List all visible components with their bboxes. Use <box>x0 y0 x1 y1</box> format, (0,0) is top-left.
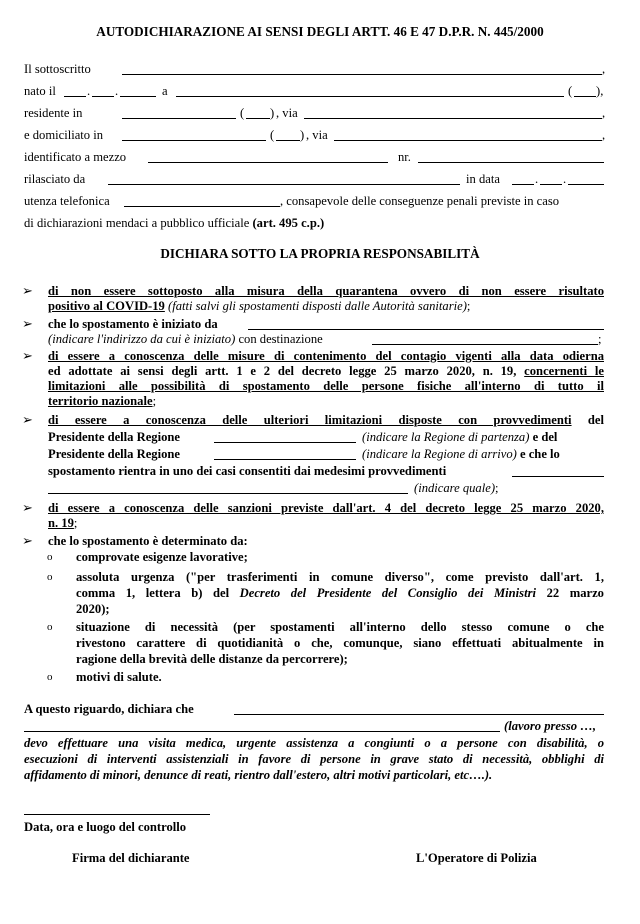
dichiara-heading: DICHIARA SOTTO LA PROPRIA RESPONSABILITÀ <box>160 246 480 261</box>
arrow-bullet-icon: ➢ <box>22 412 33 427</box>
quarantena-line-2: positivo al COVID-19 <box>48 299 165 313</box>
riguardo-text-2: esecuzioni di interventi assistenziali in favore di persone in grave stato di necessità, obblighi di <box>24 752 604 766</box>
domiciliato-label: e domiciliato in <box>24 128 104 142</box>
misure-line-4: territorio nazionale <box>48 394 153 408</box>
riguardo-field-2[interactable] <box>24 731 500 732</box>
reason-necessita-line-2: rivestono carattere di quotidianità o che, comunque, siano effettuati abitualmente in <box>76 636 604 650</box>
indirizzo-partenza-field[interactable] <box>248 329 604 330</box>
circle-bullet-icon: o <box>47 571 53 583</box>
regione-arrivo-note: (indicare la Regione di arrivo) <box>362 447 517 461</box>
indirizzo-note: (indicare l'indirizzo da cui è iniziato) <box>48 332 236 346</box>
reason-urgenza-line-2b: 22 marzo <box>546 586 604 600</box>
art495-text: (art. 495 c.p.) <box>252 216 325 230</box>
reason-salute: motivi di salute. <box>76 670 162 684</box>
sanzioni-line-2: n. 19 <box>48 516 74 530</box>
data-controllo-label: Data, ora e luogo del controllo <box>24 820 187 834</box>
domiciliato-provincia-field[interactable] <box>276 140 300 141</box>
reason-urgenza-line-3: 2020); <box>76 602 110 616</box>
sanzioni-line-1: di essere a conoscenza delle sanzioni previste dall'art. 4 del decreto legge 25 marzo 2020, <box>48 501 604 515</box>
identificato-label: identificato a mezzo <box>24 150 127 164</box>
consapevole-text: , consapevole delle conseguenze penali previste in caso <box>280 194 560 208</box>
reason-urgenza-line-1: assoluta urgenza ("per trasferimenti in comune diverso", come previsto dall'art. 1, <box>76 570 604 584</box>
riguardo-field[interactable] <box>234 714 604 715</box>
in-data-label: in data <box>466 172 500 186</box>
data-rilascio-day-field[interactable] <box>512 184 534 185</box>
destinazione-label: con destinazione <box>238 332 323 346</box>
residente-via-label: , via <box>276 106 298 120</box>
luogo-nascita-field[interactable] <box>176 96 564 97</box>
regione-arrivo-field[interactable] <box>214 459 356 460</box>
spostamento-iniziato-label: che lo spostamento è iniziato da <box>48 317 218 331</box>
dichiarazioni-text: di dichiarazioni mendaci a pubblico ufficiale <box>24 216 250 230</box>
arrow-bullet-icon: ➢ <box>22 283 33 298</box>
residente-via-field[interactable] <box>304 118 602 119</box>
misure-line-2a: ed adottate ai sensi degli artt. 1 e 2 del decreto legge 25 marzo 2020, n. 19, <box>48 364 517 378</box>
nato-year-field[interactable] <box>120 96 156 97</box>
regione-partenza-field[interactable] <box>214 442 356 443</box>
data-controllo-field[interactable] <box>24 814 210 815</box>
lavoro-note: (lavoro presso …, <box>504 719 596 733</box>
documento-field[interactable] <box>148 162 388 163</box>
provincia-nascita-field[interactable] <box>574 96 596 97</box>
e-del-text: e del <box>532 430 558 444</box>
domiciliato-via-field[interactable] <box>334 140 602 141</box>
reason-necessita-line-3: ragione della brevità delle distanze da percorrere); <box>76 652 348 666</box>
riguardo-text-3: affidamento di minori, denunce di reati, rientro dall'estero, altri motivi particolari, etc….). <box>24 768 493 782</box>
reason-urgenza-line-2a: comma 1, lettera b) del <box>76 586 230 600</box>
domiciliato-field[interactable] <box>122 140 266 141</box>
circle-bullet-icon: o <box>47 621 53 633</box>
utenza-label: utenza telefonica <box>24 194 110 208</box>
rilasciato-field[interactable] <box>108 184 460 185</box>
regione-partenza-note: (indicare la Regione di partenza) <box>362 430 530 444</box>
e-che-lo-text: e che lo <box>519 447 560 461</box>
nato-month-field[interactable] <box>92 96 114 97</box>
data-rilascio-month-field[interactable] <box>540 184 562 185</box>
quarantena-line-1: di non essere sottoposto alla misura della quarantena ovvero di non essere risultato <box>48 284 604 298</box>
reason-lavorative: comprovate esigenze lavorative; <box>76 550 248 564</box>
casi-consentiti-text: spostamento rientra in uno dei casi consentiti dai medesimi provvedimenti <box>48 464 447 478</box>
sottoscritto-label: Il sottoscritto <box>24 62 91 76</box>
numero-documento-field[interactable] <box>418 162 604 163</box>
arrow-bullet-icon: ➢ <box>22 348 33 363</box>
rilasciato-label: rilasciato da <box>24 172 86 186</box>
arrow-bullet-icon: ➢ <box>22 500 33 515</box>
utenza-field[interactable] <box>124 206 280 207</box>
nato-day-field[interactable] <box>64 96 86 97</box>
ulteriori-line-1: di essere a conoscenza delle ulteriori limitazioni disposte con provvedimenti <box>48 413 572 427</box>
misure-line-2b: concernenti le <box>524 364 604 378</box>
residente-label: residente in <box>24 106 83 120</box>
misure-line-3: limitazioni alle possibilità di spostamento delle persone fisiche all'interno di tutto il <box>48 379 604 393</box>
circle-bullet-icon: o <box>47 551 53 563</box>
provvedimento-field-2[interactable] <box>48 493 408 494</box>
data-rilascio-year-field[interactable] <box>568 184 604 185</box>
presidente-regione-label-2: Presidente della Regione <box>48 447 180 461</box>
nato-a-label: a <box>162 84 168 98</box>
destinazione-field[interactable] <box>372 344 598 345</box>
nato-label: nato il <box>24 84 56 98</box>
riguardo-text-1: devo effettuare una visita medica, urgente assistenza a congiunti o a persone con disabilità, o <box>24 736 604 750</box>
misure-line-1: di essere a conoscenza delle misure di contenimento del contagio vigenti alla data odierna <box>48 349 604 363</box>
indicare-quale-note: (indicare quale) <box>414 481 496 495</box>
residente-field[interactable] <box>122 118 236 119</box>
arrow-bullet-icon: ➢ <box>22 533 33 548</box>
reason-urgenza-decreto: Decreto del Presidente del Consiglio dei Ministri <box>239 586 536 600</box>
firma-dichiarante-label: Firma del dichiarante <box>72 851 190 865</box>
reason-necessita-line-1: situazione di necessità (per spostamenti all'interno dello stesso comune o che <box>76 620 604 634</box>
residente-provincia-field[interactable] <box>246 118 270 119</box>
sottoscritto-field[interactable] <box>122 74 602 75</box>
determinato-da-text: che lo spostamento è determinato da: <box>48 534 248 548</box>
domiciliato-via-label: , via <box>306 128 328 142</box>
presidente-regione-label: Presidente della Regione <box>48 430 180 444</box>
ulteriori-del: del <box>587 413 604 427</box>
nr-label: nr. <box>398 150 411 164</box>
circle-bullet-icon: o <box>47 671 53 683</box>
riguardo-label: A questo riguardo, dichiara che <box>24 702 194 716</box>
quarantena-note: (fatti salvi gli spostamenti disposti dalle Autorità sanitarie) <box>168 299 467 313</box>
operatore-polizia-label: L'Operatore di Polizia <box>416 851 537 865</box>
provvedimento-field[interactable] <box>512 476 604 477</box>
autodichiarazione-page: AUTODICHIARAZIONE AI SENSI DEGLI ARTT. 46 E 47 D.P.R. N. 445/2000 Il sottoscritto , nato il . . a ( ), residente in ( ) , via , e domiciliato in ( ) , via , identificato a mezzo nr. rilasciato da in data . . utenza telefonica , consapevole delle conseguenze penali previste in caso di dichiarazioni mendaci a pubblico ufficiale (art. 495 c.p.) DICHIARA SOTTO LA PROPRIA RESPONSABILITÀ ➢ di non essere sottoposto alla misura della quarantena ovvero di non essere risultato positivo al COVID-19 (fatti salvi gli spostamenti disposti dalle Autorità sanitarie); ➢ che lo spostamento è iniziato da (indicare l'indirizzo da cui è iniziato) con destinazione ; ➢ di essere a conoscenza delle misure di contenimento del contagio vigenti alla data odierna ed adottate ai sensi degli artt. 1 e 2 del decreto legge 25 marzo 2020, n. 19, concernenti le limitazioni alle possibilità di spostamento delle persone fisiche all'interno di tutto il territorio nazionale; ➢ di essere a conoscenza delle ulteriori limitazioni disposte con provvedimenti del Presidente della Regione (indicare la Regione di partenza) e del Presidente della Regione (indicare la Regione di arrivo) e che lo spostamento rientra in uno dei casi consentiti dai medesimi provvedimenti (indicare quale); ➢ di essere a conoscenza delle sanzioni previste dall'art. 4 del decreto legge 25 marzo 2020, n. 19; ➢ che lo spostamento è determinato da: o comprovate esigenze lavorative; o assoluta urgenza ("per trasferimenti in comune diverso", come previsto dall'art. 1, comma 1, lettera b) del Decreto del Presidente del Consiglio dei Ministri 22 marzo 2020); o situazione di necessità (per spostamenti all'interno dello stesso comune o che rivestono carattere di quotidianità o che, comunque, siano effettuati abitualmente in ragione della brevità delle distanze da percorrere); o motivi di salute. A questo riguardo, dichiara che (lavoro presso …, devo effettuare una visita medica, urgente assistenza a congiunti o a persone con disabilità, o esecuzioni di interventi assistenziali in favore di persone in grave stato di necessità, obblighi di affidamento di minori, denunce di reati, rientro dall'estero, altri motivi particolari, etc….). Data, ora e luogo del controllo Firma del dichiarante L'Operatore di Polizia <box>0 0 640 924</box>
arrow-bullet-icon: ➢ <box>22 316 33 331</box>
document-title: AUTODICHIARAZIONE AI SENSI DEGLI ARTT. 46 E 47 D.P.R. N. 445/2000 <box>96 24 544 39</box>
